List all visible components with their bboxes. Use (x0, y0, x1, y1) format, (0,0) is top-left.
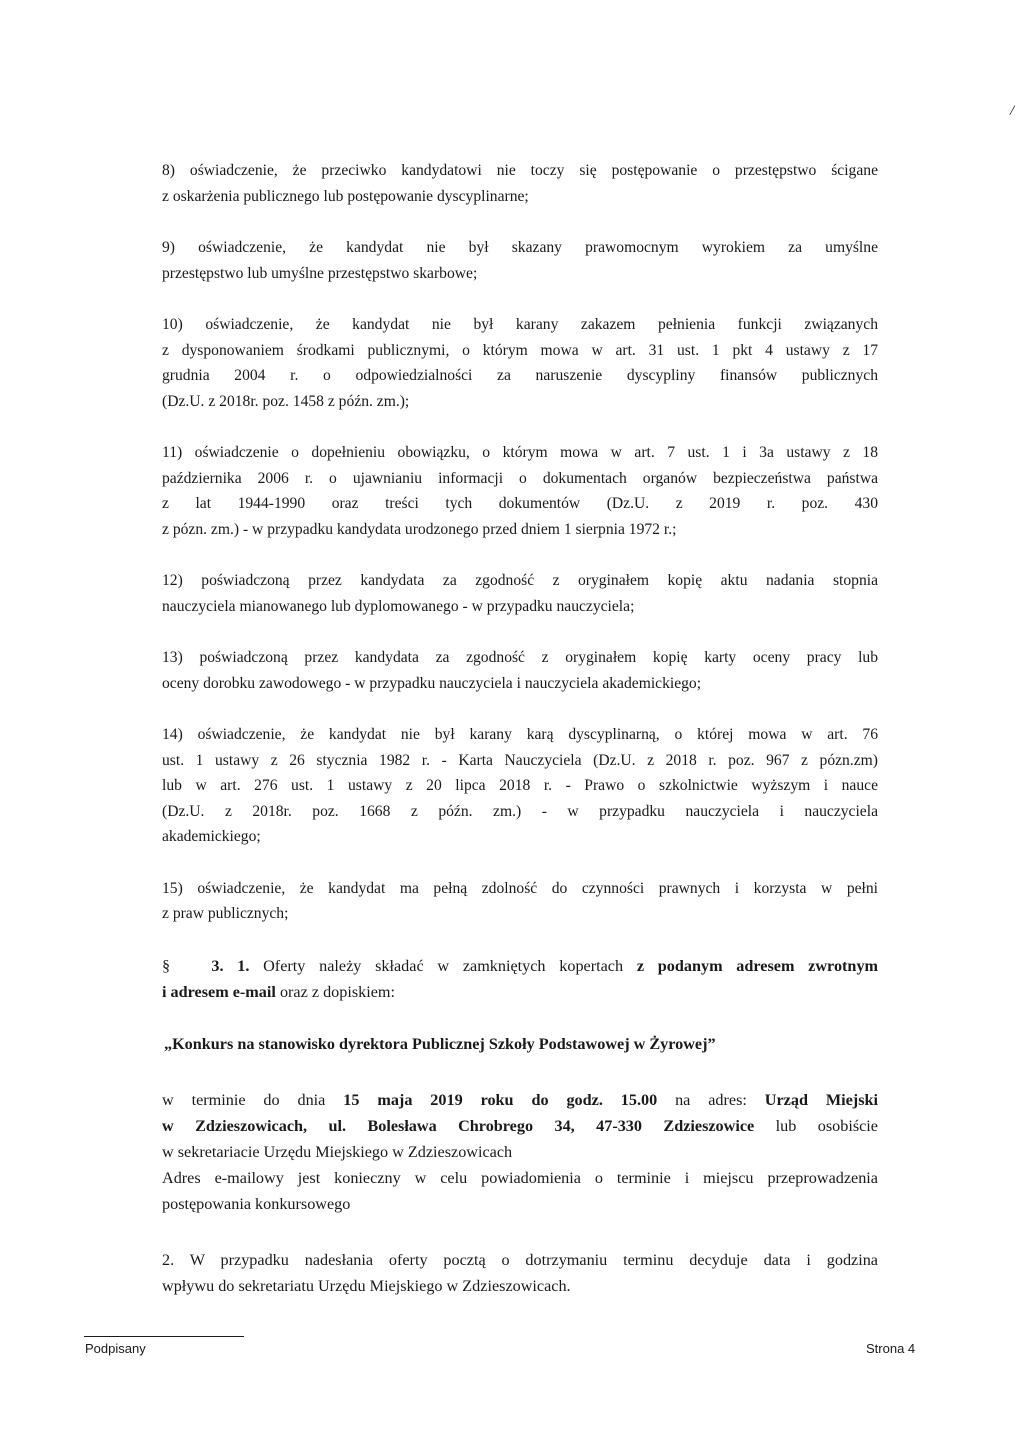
text-line: przestępstwo lub umyślne przestępstwo skarbowe; (162, 264, 478, 282)
text-line: 14) oświadczenie, że kandydat nie był karany karą dyscyplinarną, o której mowa w art. 76 (162, 726, 878, 743)
competition-title: „Konkurs na stanowisko dyrektora Publicznej Szkoły Podstawowej w Żyrowej” (164, 1034, 716, 1053)
text-line: października 2006 r. o ujawnianiu informacji o dokumentach organów bezpieczeństwa państwa (162, 469, 878, 487)
text-line (162, 953, 878, 979)
text-line: (Dz.U. z 2018r. poz. 1668 z późn. zm.) - w przypadku nauczyciela i nauczyciela (162, 802, 878, 820)
text-line: 12) poświadczoną przez kandydata za zgodność z oryginałem kopię aktu nadania stopnia (162, 572, 878, 589)
text-line: oceny dorobku zawodowego - w przypadku nauczyciela i nauczyciela akademickiego; (162, 674, 702, 692)
text-line: nauczyciela mianowanego lub dyplomowanego - w przypadku nauczyciela; (162, 597, 635, 615)
text-line: postępowania konkursowego (162, 1194, 351, 1213)
paragraph-2 (162, 1247, 878, 1299)
list-item-9 (162, 235, 878, 286)
text-line: z dysponowaniem środkami publicznymi, o którym mowa w art. 31 ust. 1 pkt 4 ustawy z 17 (162, 341, 878, 359)
list-item-10 (162, 312, 878, 414)
text-line: z lat 1944-1990 oraz treści tych dokumentów (Dz.U. z 2019 r. poz. 430 (162, 495, 878, 512)
document-body (162, 158, 878, 1299)
text-line (162, 979, 878, 1005)
footer-signed-label: Podpisany (85, 1341, 146, 1356)
text-line: lub w art. 276 ust. 1 ustawy z 20 lipca 2018 r. - Prawo o szkolnictwie wyższym i nauce (162, 777, 878, 794)
text-line: 2. W przypadku nadesłania oferty pocztą o dotrzymaniu terminu decyduje data i godzina (162, 1250, 878, 1269)
section-sign: § (162, 956, 171, 975)
text-run: oraz z dopiskiem: (275, 982, 396, 1001)
text-line: Adres e-mailowy jest konieczny w celu powiadomienia o terminie i miejscu przeprowadzenia (162, 1168, 878, 1187)
text-run-bold: 15 maja 2019 roku do godz. 15.00 (343, 1090, 658, 1109)
text-line: 10) oświadczenie, że kandydat nie był karany zakazem pełnienia funkcji związanych (162, 316, 878, 333)
corner-mark: / (1010, 103, 1015, 119)
text-line: akademickiego; (162, 828, 261, 845)
deadline-paragraph (162, 1087, 878, 1217)
text-line: (Dz.U. z 2018r. poz. 1458 z późn. zm.); (162, 392, 410, 410)
text-run-bold: w Zdzieszowicach, ul. Bolesława Chrobrego 34, 47-330 Zdzieszowice (162, 1116, 755, 1135)
text-line: z oskarżenia publicznego lub postępowanie dyscyplinarne; (162, 187, 529, 205)
text-run: w terminie do dnia (162, 1090, 344, 1109)
list-item-8 (162, 158, 878, 209)
list-item-14 (162, 722, 878, 850)
text-line (162, 1113, 878, 1139)
text-run-bold: z podanym adresem zwrotnym (636, 956, 879, 975)
text-line (162, 1087, 878, 1113)
text-line: 8) oświadczenie, że przeciwko kandydatowi nie toczy się postępowanie o przestępstwo ścigane (162, 162, 878, 179)
text-line: z pózn. zm.) - w przypadku kandydata urodzonego przed dniem 1 sierpnia 1972 r.; (162, 520, 677, 538)
text-run: Oferty należy składać w zamkniętych kopertach (249, 956, 637, 975)
list-item-11 (162, 440, 878, 542)
text-line: z praw publicznych; (162, 905, 289, 922)
text-line: 15) oświadczenie, że kandydat ma pełną zdolność do czynności prawnych i korzysta w pełni (162, 879, 878, 897)
page-number: Strona 4 (866, 1341, 916, 1356)
text-line: 13) poświadczoną przez kandydata za zgodność z oryginałem kopię karty oceny pracy lub (162, 649, 878, 666)
text-line: w sekretariacie Urzędu Miejskiego w Zdzieszowicach (162, 1142, 513, 1161)
text-line: 9) oświadczenie, że kandydat nie był skazany prawomocnym wyrokiem za umyślne (162, 239, 878, 256)
section-number: 3. 1. (211, 956, 250, 975)
list-item-15 (162, 876, 878, 927)
section-3-offers (162, 953, 878, 1005)
list-item-12 (162, 568, 878, 619)
text-line: wpływu do sekretariatu Urzędu Miejskiego w Zdzieszowicach. (162, 1276, 571, 1295)
text-run: lub osobiście (754, 1116, 878, 1135)
text-line: ust. 1 ustawy z 26 stycznia 1982 r. - Karta Nauczyciela (Dz.U. z 2018 r. poz. 967 z pózn.zm) (162, 751, 878, 769)
text-run-bold: i adresem e-mail (162, 982, 276, 1001)
text-run-bold: Urząd Miejski (764, 1090, 878, 1109)
footer-rule (84, 1336, 244, 1337)
list-item-13 (162, 645, 878, 696)
text-line: 11) oświadczenie o dopełnieniu obowiązku, o którym mowa w art. 7 ust. 1 i 3a ustawy z 18 (162, 444, 878, 461)
text-run: na adres: (657, 1090, 765, 1109)
text-line: grudnia 2004 r. o odpowiedzialności za naruszenie dyscypliny finansów publicznych (162, 367, 878, 384)
